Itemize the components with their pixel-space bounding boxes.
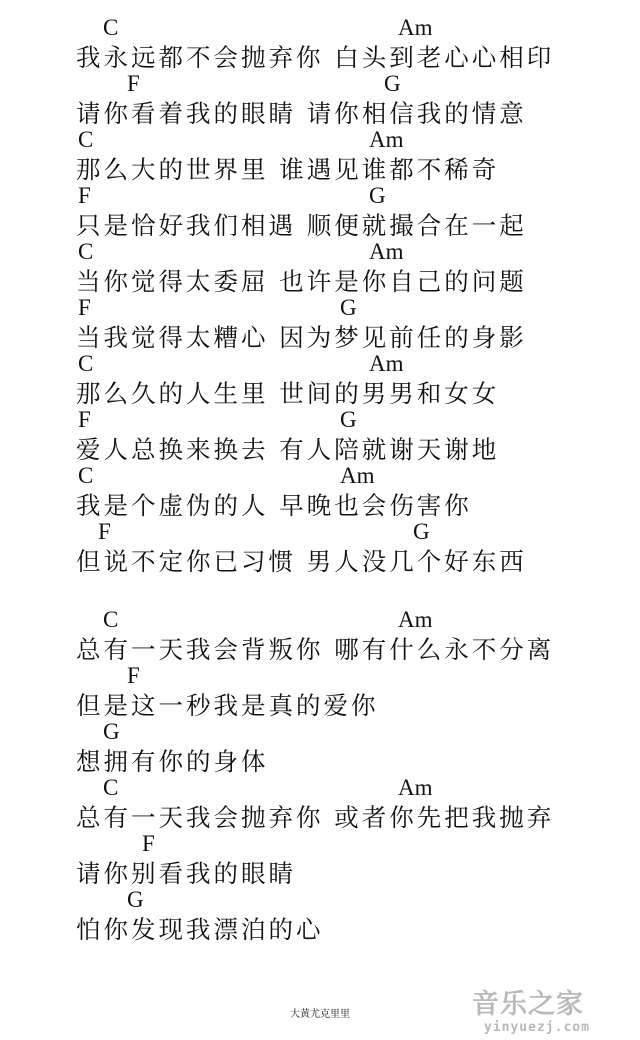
chord-label: F [78, 295, 91, 320]
lyric-line: 但是这一秒我是真的爱你 [76, 691, 379, 720]
lyric-line: 请你别看我的眼睛 [76, 859, 296, 888]
chord-label: G [340, 295, 357, 320]
chord-label: G [127, 887, 144, 912]
lyric-line: 想拥有你的身体 [76, 747, 269, 776]
chord-label: G [384, 71, 401, 96]
chord-label: Am [398, 775, 433, 800]
chord-label: Am [398, 607, 433, 632]
chord-label: C [103, 15, 119, 40]
watermark-title: 音乐之家 [472, 989, 584, 1020]
lyric-line: 当我觉得太糟心 因为梦见前任的身影 [76, 323, 527, 352]
footer-caption: 大黄尤克里里 [290, 1009, 350, 1020]
chord-label: G [340, 407, 357, 432]
chord-label: Am [369, 127, 404, 152]
chord-label: G [103, 719, 120, 744]
lyric-line: 那么大的世界里 谁遇见谁都不稀奇 [76, 155, 500, 184]
chord-label: F [78, 183, 91, 208]
chord-label: C [103, 607, 119, 632]
watermark-url: yinyuezj.com [484, 1020, 590, 1035]
chord-label: C [78, 239, 94, 264]
chord-label: C [103, 775, 119, 800]
chord-label: F [98, 519, 111, 544]
chord-label: G [369, 183, 386, 208]
lyric-line: 怕你发现我漂泊的心 [76, 915, 324, 944]
chord-label: F [142, 831, 155, 856]
site-watermark [466, 990, 632, 1038]
chord-label: G [413, 519, 430, 544]
lyric-line: 当你觉得太委屈 也许是你自己的问题 [76, 267, 527, 296]
lyric-line: 我永远都不会抛弃你 白头到老心心相印 [76, 43, 555, 72]
lyric-line: 请你看着我的眼睛 请你相信我的情意 [76, 99, 527, 128]
chord-label: C [78, 127, 94, 152]
lyric-line: 那么久的人生里 世间的男男和女女 [76, 379, 500, 408]
chord-label: C [78, 351, 94, 376]
lyric-line: 但说不定你已习惯 男人没几个好东西 [76, 547, 527, 576]
lyric-line: 只是恰好我们相遇 顺便就撮合在一起 [76, 211, 527, 240]
lyric-line: 爱人总换来换去 有人陪就谢天谢地 [76, 435, 500, 464]
chord-label: Am [340, 463, 375, 488]
chord-label: Am [369, 239, 404, 264]
lyric-line: 总有一天我会抛弃你 或者你先把我抛弃 [76, 803, 555, 832]
chord-label: Am [369, 351, 404, 376]
chord-label: C [78, 463, 94, 488]
chord-label: F [78, 407, 91, 432]
chord-label: F [127, 663, 140, 688]
chord-label: F [127, 71, 140, 96]
lyric-line: 我是个虚伪的人 早晚也会伤害你 [76, 491, 472, 520]
lyric-line: 总有一天我会背叛你 哪有什么永不分离 [76, 635, 555, 664]
chord-label: Am [398, 15, 433, 40]
